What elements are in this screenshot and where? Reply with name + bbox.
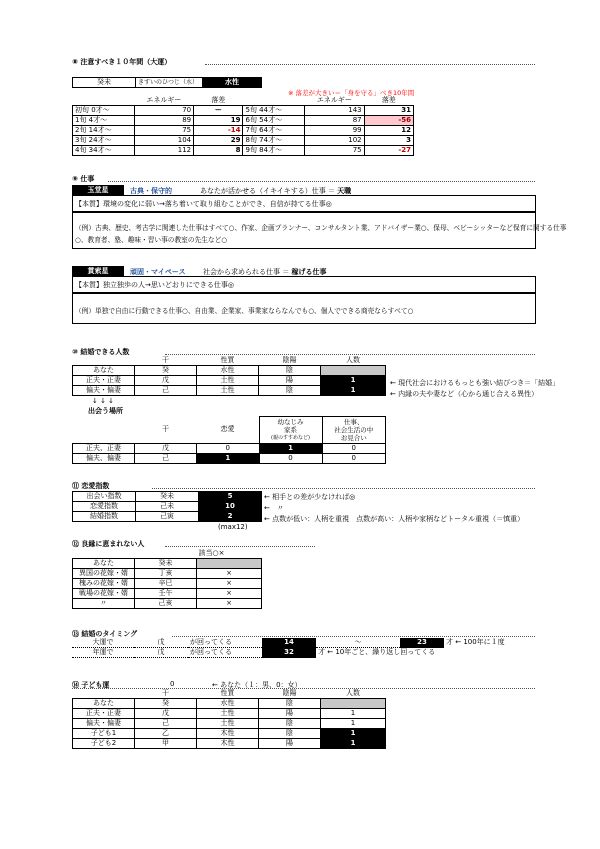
note: ← 〃	[264, 504, 284, 512]
cell: 102	[305, 136, 365, 146]
cell: 辛巳	[135, 579, 197, 589]
table-row	[73, 106, 414, 116]
desc-bold: 稼げる仕事	[291, 268, 327, 276]
table-row	[72, 648, 512, 658]
table-row	[73, 512, 262, 522]
cell: 戊	[134, 648, 188, 658]
cell: 出会い指数	[73, 492, 136, 502]
cell: 14	[262, 638, 316, 648]
cell: 戊	[135, 709, 197, 719]
cell	[321, 366, 386, 376]
cell: ×	[197, 589, 262, 599]
example-box	[72, 211, 567, 249]
cell: ×	[197, 579, 262, 589]
yomi-cell: きすいのひつじ（水）	[136, 78, 203, 88]
cell: 癸	[135, 699, 197, 709]
cell: 75	[305, 146, 365, 156]
cell: 陰	[259, 699, 321, 709]
cell: 木性	[197, 729, 259, 739]
cell: 〃	[73, 599, 135, 609]
cell: 9旬 84才～	[243, 146, 305, 156]
cell: 甲	[135, 739, 197, 749]
header-line: 家系	[284, 426, 297, 434]
table-row	[73, 146, 414, 156]
divider	[205, 64, 535, 65]
cell: 偏夫、偏妻	[73, 454, 135, 464]
cell: 己亥	[135, 599, 197, 609]
cell: 陰陽	[282, 689, 297, 697]
cell: 1	[259, 444, 322, 454]
cell: ×	[197, 569, 262, 579]
cell: 戦場の花嫁・婿	[73, 589, 135, 599]
cell: 干	[162, 425, 169, 434]
star-tag: 古典・保守的	[130, 187, 172, 195]
star-tag: 頑固・マイペース	[130, 268, 186, 276]
table-row	[73, 699, 386, 709]
daiun-table	[72, 96, 414, 156]
cell: 年運で	[72, 648, 134, 658]
cell: 癸未	[136, 492, 199, 502]
table-row	[73, 589, 262, 599]
cell: 土性	[197, 386, 259, 396]
example-text: （例）単独で自由に行動できる仕事○、自由業、企業家、事業家ならなんでも○、個人でできる商売ならすべて○	[75, 307, 414, 315]
cell: 干	[162, 356, 169, 364]
example-text: （例）古典、歴史、考古学に関連した仕事はすべて○、作家、企画プランナー、コンサルタント業、アドバイザー業○、保母、ベビーシッターなど保育に関する仕事	[75, 224, 567, 232]
cell: 5	[199, 492, 262, 502]
star-label: 貫索星	[72, 266, 124, 276]
cell: 土性	[197, 709, 259, 719]
section-10-title: ⑩ 結婚できる人数	[72, 348, 130, 356]
cell: 恋愛	[220, 425, 235, 434]
cell: 32	[262, 648, 316, 658]
cell: 正夫、正妻	[73, 444, 135, 454]
desc-bold: 天職	[337, 187, 352, 195]
table-row	[73, 116, 414, 126]
cell: 8旬 74才～	[243, 136, 305, 146]
table-row	[73, 709, 386, 719]
cell: 12	[364, 126, 413, 136]
cell: 己寅	[136, 512, 199, 522]
cell: 丁亥	[135, 569, 197, 579]
section-12-title: ⑫ 良縁に恵まれない人	[72, 540, 145, 548]
cell: が回ってくる	[188, 648, 262, 658]
section-8-title: ⑧ 注意すべき１０年間（大運）	[72, 58, 172, 66]
header-line: (親のすすめなど)	[271, 435, 310, 441]
cell: 陰	[259, 729, 321, 739]
cell: 1	[321, 709, 386, 719]
cell: 戊	[135, 376, 197, 386]
table-row	[73, 502, 262, 512]
cell: 戊	[135, 444, 197, 454]
star-label: 玉堂星	[72, 185, 124, 195]
cell: 19	[194, 116, 243, 126]
table-row	[73, 492, 262, 502]
cell: 正夫・正妻	[73, 376, 135, 386]
cell: 壬午	[135, 589, 197, 599]
cell: 水性	[197, 699, 259, 709]
cell: 性質	[220, 689, 235, 697]
cell: 31	[364, 106, 413, 116]
header-energy: エネルギー	[146, 96, 182, 104]
cell: 人数	[346, 689, 360, 697]
table-row	[73, 454, 386, 464]
cell: 7旬 64才～	[243, 126, 305, 136]
note: ← 内縁の夫や妻など（心から通じ合える異性）	[390, 390, 539, 398]
table-row	[73, 729, 386, 739]
cell: 1	[321, 729, 386, 739]
table-row	[73, 126, 414, 136]
cell: 戊	[134, 638, 188, 648]
cell: -14	[194, 126, 243, 136]
marriage-table	[72, 356, 386, 396]
cell: 99	[305, 126, 365, 136]
cell: 偏夫・偏妻	[73, 719, 135, 729]
cell: 癸	[135, 366, 197, 376]
cell: 8	[194, 146, 243, 156]
cell: 水性	[197, 366, 259, 376]
note: ← あなた（１：男、0：女）	[212, 681, 302, 689]
subsection-title: 出会う場所	[88, 407, 123, 415]
table-row	[73, 579, 262, 589]
cell: 木性	[197, 739, 259, 749]
cell: 4旬 34才～	[73, 146, 135, 156]
header-line: 社会生活の中	[334, 426, 374, 434]
cell	[197, 559, 262, 569]
arrows: ↓ ↓ ↓	[92, 397, 115, 405]
cell: 0	[197, 444, 260, 454]
cell: 性質	[220, 356, 235, 364]
header-line: お見合い	[340, 434, 367, 442]
example-text: ○、教育者、塾、趣味・習い事の教室の先生など○	[75, 236, 228, 244]
cell: 偏夫・偏妻	[73, 386, 135, 396]
cell: 104	[134, 136, 194, 146]
divider	[108, 181, 535, 182]
cell: 29	[194, 136, 243, 146]
cell: 己	[135, 719, 197, 729]
cell: 陰	[259, 366, 321, 376]
note: ← 点数が低い：人柄を重視 点数が高い：人柄や家柄などトータル重視（＝慎重）	[264, 515, 525, 523]
cell: 3旬 24才～	[73, 136, 135, 146]
cell: 23	[400, 638, 444, 648]
cell: 陽	[259, 709, 321, 719]
cell: 乙	[135, 729, 197, 739]
cell: -56	[364, 116, 413, 126]
table-row	[73, 739, 386, 749]
kan-cell: 癸未	[73, 78, 136, 88]
cell: 異国の花嫁・婿	[73, 569, 135, 579]
note: ← 現代社会におけるもっとも強い結びつき＝「結婚」	[390, 379, 560, 387]
desc-text: あなたが活かせる（イキイキする）仕事 ＝	[200, 187, 338, 195]
table-row	[73, 386, 386, 396]
cell: 2	[199, 512, 262, 522]
cell: 10	[199, 502, 262, 512]
cell: 143	[305, 106, 365, 116]
table-row	[72, 638, 512, 648]
cell: 3	[364, 136, 413, 146]
header-energy: エネルギー	[316, 96, 352, 104]
cell: ×	[197, 599, 262, 609]
gender-value: 0	[170, 680, 175, 688]
cell: 初旬 0才～	[73, 106, 135, 116]
meet-table	[72, 416, 386, 464]
table-row	[73, 136, 414, 146]
cell: 87	[305, 116, 365, 126]
cell: 1	[321, 739, 386, 749]
divider	[172, 636, 535, 637]
section-13-title: ⑬ 結婚のタイミング	[72, 630, 138, 638]
honshitsu-text: 【本質】独立独歩の人→思いどおりにできる仕事◎	[75, 281, 234, 289]
cell: 正夫・正妻	[73, 709, 135, 719]
cell: 恋愛指数	[73, 502, 136, 512]
cell: 己	[135, 454, 197, 464]
note: ← 相手との差が少なければ◎	[264, 493, 356, 501]
cell: 干	[162, 689, 169, 697]
table-row	[73, 366, 386, 376]
children-table	[72, 689, 386, 749]
cell: 己	[135, 386, 197, 396]
cell: 0	[322, 454, 386, 464]
love-index-table	[72, 491, 262, 522]
element-cell: 水性	[203, 78, 262, 88]
cell: 槐みの花嫁・婿	[73, 579, 135, 589]
bad-luck-table	[72, 549, 262, 609]
cell: 大運で	[72, 638, 134, 648]
cell: 6旬 54才～	[243, 116, 305, 126]
cell: 75	[134, 126, 194, 136]
cell: あなた	[73, 559, 135, 569]
divider	[165, 546, 315, 547]
table-row	[73, 376, 386, 386]
honshitsu-text: 【本質】環境の変化に弱い→落ち着いて取り組むことができ、自信が持てる仕事◎	[75, 200, 332, 208]
cell: 己未	[136, 502, 199, 512]
cell: 112	[134, 146, 194, 156]
cell: 人数	[346, 356, 360, 364]
cell: 0	[259, 454, 322, 464]
cell: 子ども1	[73, 729, 135, 739]
section-14-title: ⑭ 子ども運	[72, 681, 110, 689]
header-drop: 落差	[381, 96, 396, 104]
header-line: 幼なじみ	[277, 418, 304, 426]
cell: 1旬 4才～	[73, 116, 135, 126]
table-row	[73, 559, 262, 569]
table-row	[73, 444, 386, 454]
section-9-title: ⑨ 仕事	[72, 175, 95, 183]
max-note: (max12)	[218, 523, 248, 531]
cell: ～	[316, 638, 400, 648]
cell: 陰	[259, 719, 321, 729]
kan-table	[72, 77, 262, 88]
divider	[165, 354, 535, 355]
timing-table	[72, 638, 512, 658]
cell: 89	[134, 116, 194, 126]
cell: 1	[321, 719, 386, 729]
cell: あなた	[73, 699, 135, 709]
cell: 陰	[259, 386, 321, 396]
cell: 才 ← 100年に１度	[446, 638, 505, 647]
cell: 該当○×	[198, 549, 225, 557]
cell: 5旬 44才～	[243, 106, 305, 116]
cell: 土性	[197, 719, 259, 729]
desc-text: 社会から求められる仕事 ＝	[203, 268, 292, 276]
cell: 陽	[259, 739, 321, 749]
cell: が回ってくる	[188, 638, 262, 648]
divider	[152, 488, 535, 489]
cell: 癸未	[135, 559, 197, 569]
cell: 1	[321, 386, 386, 396]
cell	[321, 699, 386, 709]
cell: 1	[197, 454, 260, 464]
cell: 土性	[197, 376, 259, 386]
cell: 1	[321, 376, 386, 386]
header-drop: 落差	[211, 96, 226, 104]
cell: 才 ← 10年ごと、繰り返し回ってくる	[318, 648, 436, 657]
header-line: 仕事、	[344, 418, 364, 426]
cell: ー	[194, 106, 243, 116]
table-row	[73, 569, 262, 579]
cell: 70	[134, 106, 194, 116]
warning-note: ※ 落差が大きい＝「身を守る」べき10年間	[288, 89, 415, 97]
table-row	[73, 599, 262, 609]
table-row	[73, 719, 386, 729]
cell: 陽	[259, 376, 321, 386]
cell: -27	[364, 146, 413, 156]
cell: 2旬 14才～	[73, 126, 135, 136]
cell: あなた	[73, 366, 135, 376]
cell: 結婚指数	[73, 512, 136, 522]
section-11-title: ⑪ 恋愛指数	[72, 482, 110, 490]
cell: 子ども2	[73, 739, 135, 749]
cell: 陰陽	[282, 356, 297, 364]
example-box	[72, 292, 536, 324]
cell: 0	[322, 444, 386, 454]
